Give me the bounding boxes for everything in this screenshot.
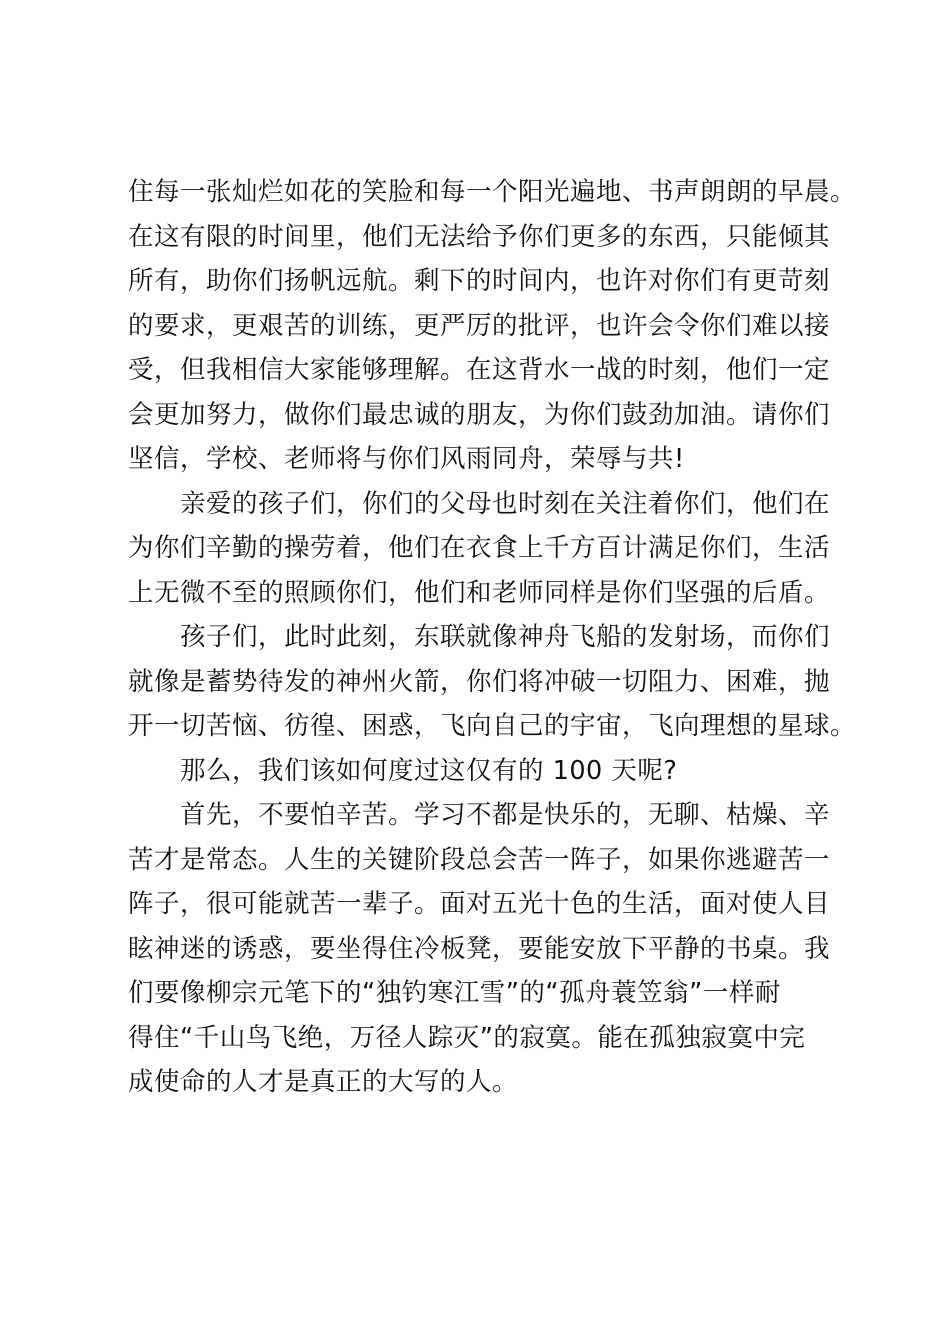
text-line: 会更加努力，做你们最忠诚的朋友，为你们鼓劲加油。请你们 bbox=[128, 399, 831, 430]
paragraph-start-line: 首先，不要怕辛苦。学习不都是快乐的，无聊、枯燥、辛 bbox=[180, 800, 831, 830]
paragraph-start-line: 孩子们，此时此刻，东联就像神舟飞船的发射场，而你们 bbox=[180, 622, 831, 652]
paragraph-start-line: 亲爱的孩子们，你们的父母也时刻在关注着你们，他们在 bbox=[180, 488, 831, 519]
text-line: 在这有限的时间里，他们无法给予你们更多的东西，只能倾其 bbox=[128, 221, 831, 252]
text-line: 眩神迷的诱惑，要坐得住冷板凳，要能安放下平静的书桌。我 bbox=[128, 933, 831, 964]
text-line: 得住“千山鸟飞绝，万径人踪灭”的寂寞。能在孤独寂寞中完 bbox=[128, 1022, 806, 1053]
text-line: 阵子，很可能就苦一辈子。面对五光十色的生活，面对使人目 bbox=[128, 889, 831, 919]
text-line: 苦才是常态。人生的关键阶段总会苦一阵子，如果你逃避苦一 bbox=[128, 844, 831, 875]
text-line: 所有，助你们扬帆远航。剩下的时间内，也许对你们有更苛刻 bbox=[128, 266, 831, 296]
text-line: 上无微不至的照顾你们，他们和老师同样是你们坚强的后盾。 bbox=[128, 577, 831, 608]
text-line: 的要求，更艰苦的训练，更严厉的批评，也许会令你们难以接 bbox=[128, 310, 831, 341]
text-line: 为你们辛勤的操劳着，他们在衣食上千方百计满足你们，生活 bbox=[128, 533, 831, 563]
text-line: 们要像柳宗元笔下的“独钓寒江雪”的“孤舟蓑笠翁”一样耐 bbox=[128, 978, 781, 1008]
paragraph-start-line: 那么，我们该如何度过这仅有的 100 天呢? bbox=[180, 755, 678, 786]
text-line: 就像是蓄势待发的神州火箭，你们将冲破一切阻力、困难，抛 bbox=[128, 666, 831, 697]
body-text bbox=[128, 170, 857, 1105]
text-line: 成使命的人才是真正的大写的人。 bbox=[128, 1067, 519, 1097]
text-line: 坚信，学校、老师将与你们风雨同舟，荣辱与共! bbox=[128, 444, 685, 474]
text-line: 住每一张灿烂如花的笑脸和每一个阳光遍地、书声朗朗的早晨。 bbox=[128, 177, 857, 207]
text-line: 受，但我相信大家能够理解。在这背水一战的时刻，他们一定 bbox=[128, 355, 831, 385]
text-line: 开一切苦恼、彷徨、困惑，飞向自己的宇宙，飞向理想的星球。 bbox=[128, 711, 857, 741]
